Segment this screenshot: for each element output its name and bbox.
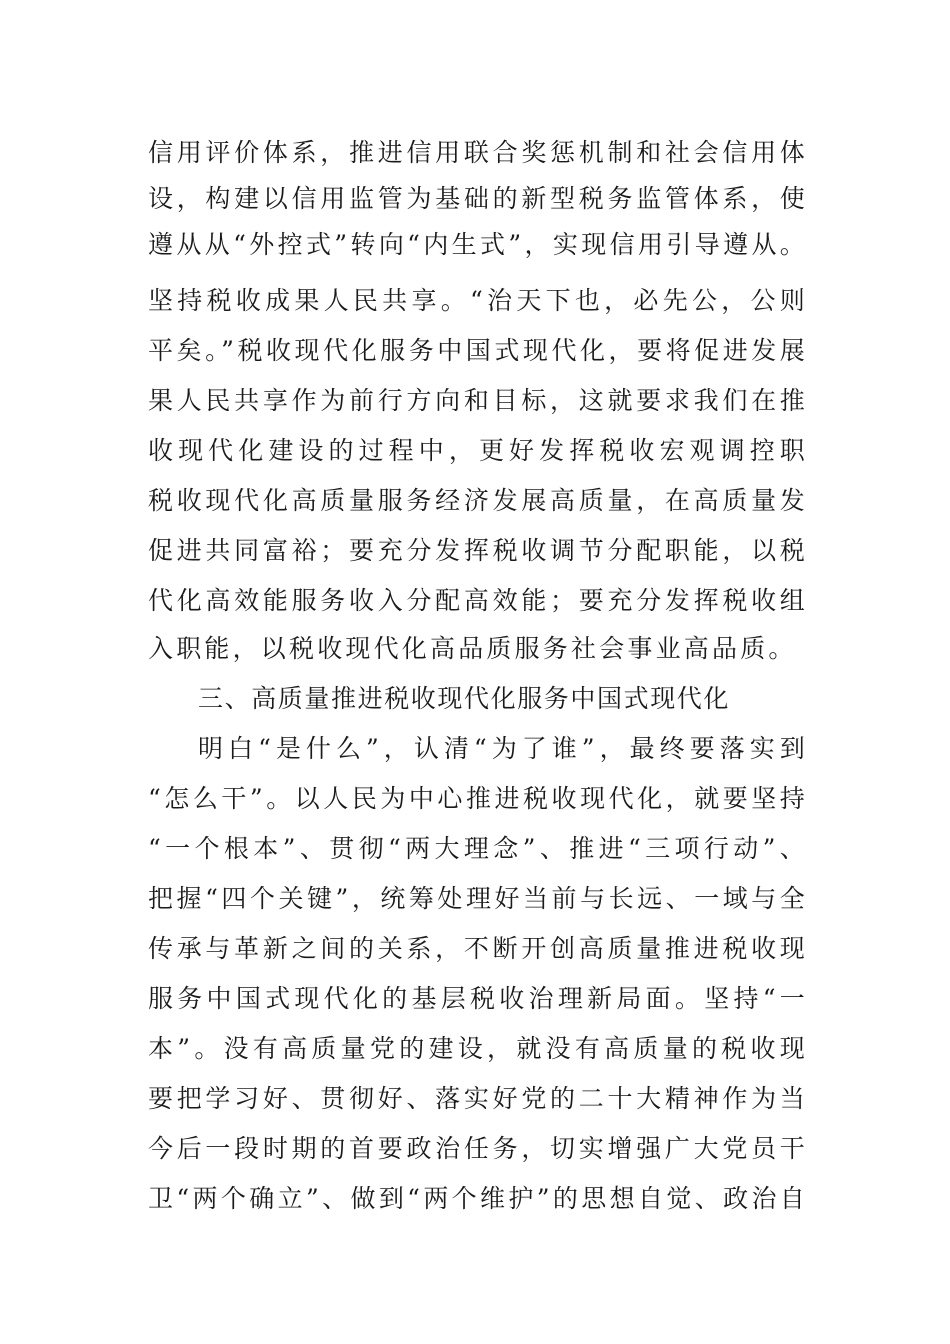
text-line: 本”。没有高质量党的建设，就没有高质量的税收现 bbox=[148, 1034, 808, 1063]
text-line: 代化高效能服务收入分配高效能；要充分发挥税收组 bbox=[148, 586, 808, 615]
text-line: 传承与革新之间的关系，不断开创高质量推进税收现 bbox=[148, 934, 808, 963]
text-line: 要把学习好、贯彻好、落实好党的二十大精神作为当 bbox=[148, 1084, 808, 1113]
paragraph-first-line: 明白“是什么”，认清“为了谁”，最终要落实到 bbox=[198, 734, 808, 763]
text-line: 促进共同富裕；要充分发挥税收调节分配职能，以税 bbox=[148, 536, 808, 565]
text-line: 设，构建以信用监管为基础的新型税务监管体系，使 bbox=[148, 184, 808, 213]
text-line: 信用评价体系，推进信用联合奖惩机制和社会信用体 bbox=[148, 138, 808, 167]
text-line: 今后一段时期的首要政治任务，切实增强广大党员干 bbox=[148, 1134, 808, 1163]
text-line: 入职能，以税收现代化高品质服务社会事业高品质。 bbox=[148, 634, 797, 663]
section-heading: 三、高质量推进税收现代化服务中国式现代化 bbox=[198, 684, 731, 713]
text-line: “怎么干”。以人民为中心推进税收现代化，就要坚持 bbox=[148, 784, 808, 813]
text-line: 把握“四个关键”，统筹处理好当前与长远、一域与全 bbox=[148, 884, 808, 913]
text-line: 坚持税收成果人民共享。“治天下也，必先公，公则 bbox=[148, 286, 808, 315]
text-line: 卫“两个确立”、做到“两个维护”的思想自觉、政治自 bbox=[148, 1184, 808, 1213]
text-line: 服务中国式现代化的基层税收治理新局面。坚持“一 bbox=[148, 984, 808, 1013]
text-line: 收现代化建设的过程中，更好发挥税收宏观调控职 bbox=[148, 436, 808, 465]
text-line: “一个根本”、贯彻“两大理念”、推进“三项行动”、 bbox=[148, 834, 808, 863]
text-line: 平矣。”税收现代化服务中国式现代化，要将促进发展 bbox=[148, 336, 808, 365]
text-line: 遵从从“外控式”转向“内生式”，实现信用引导遵从。 bbox=[148, 230, 808, 259]
text-line: 果人民共享作为前行方向和目标，这就要求我们在推 bbox=[148, 386, 808, 415]
text-line: 税收现代化高质量服务经济发展高质量，在高质量发 bbox=[148, 486, 808, 515]
